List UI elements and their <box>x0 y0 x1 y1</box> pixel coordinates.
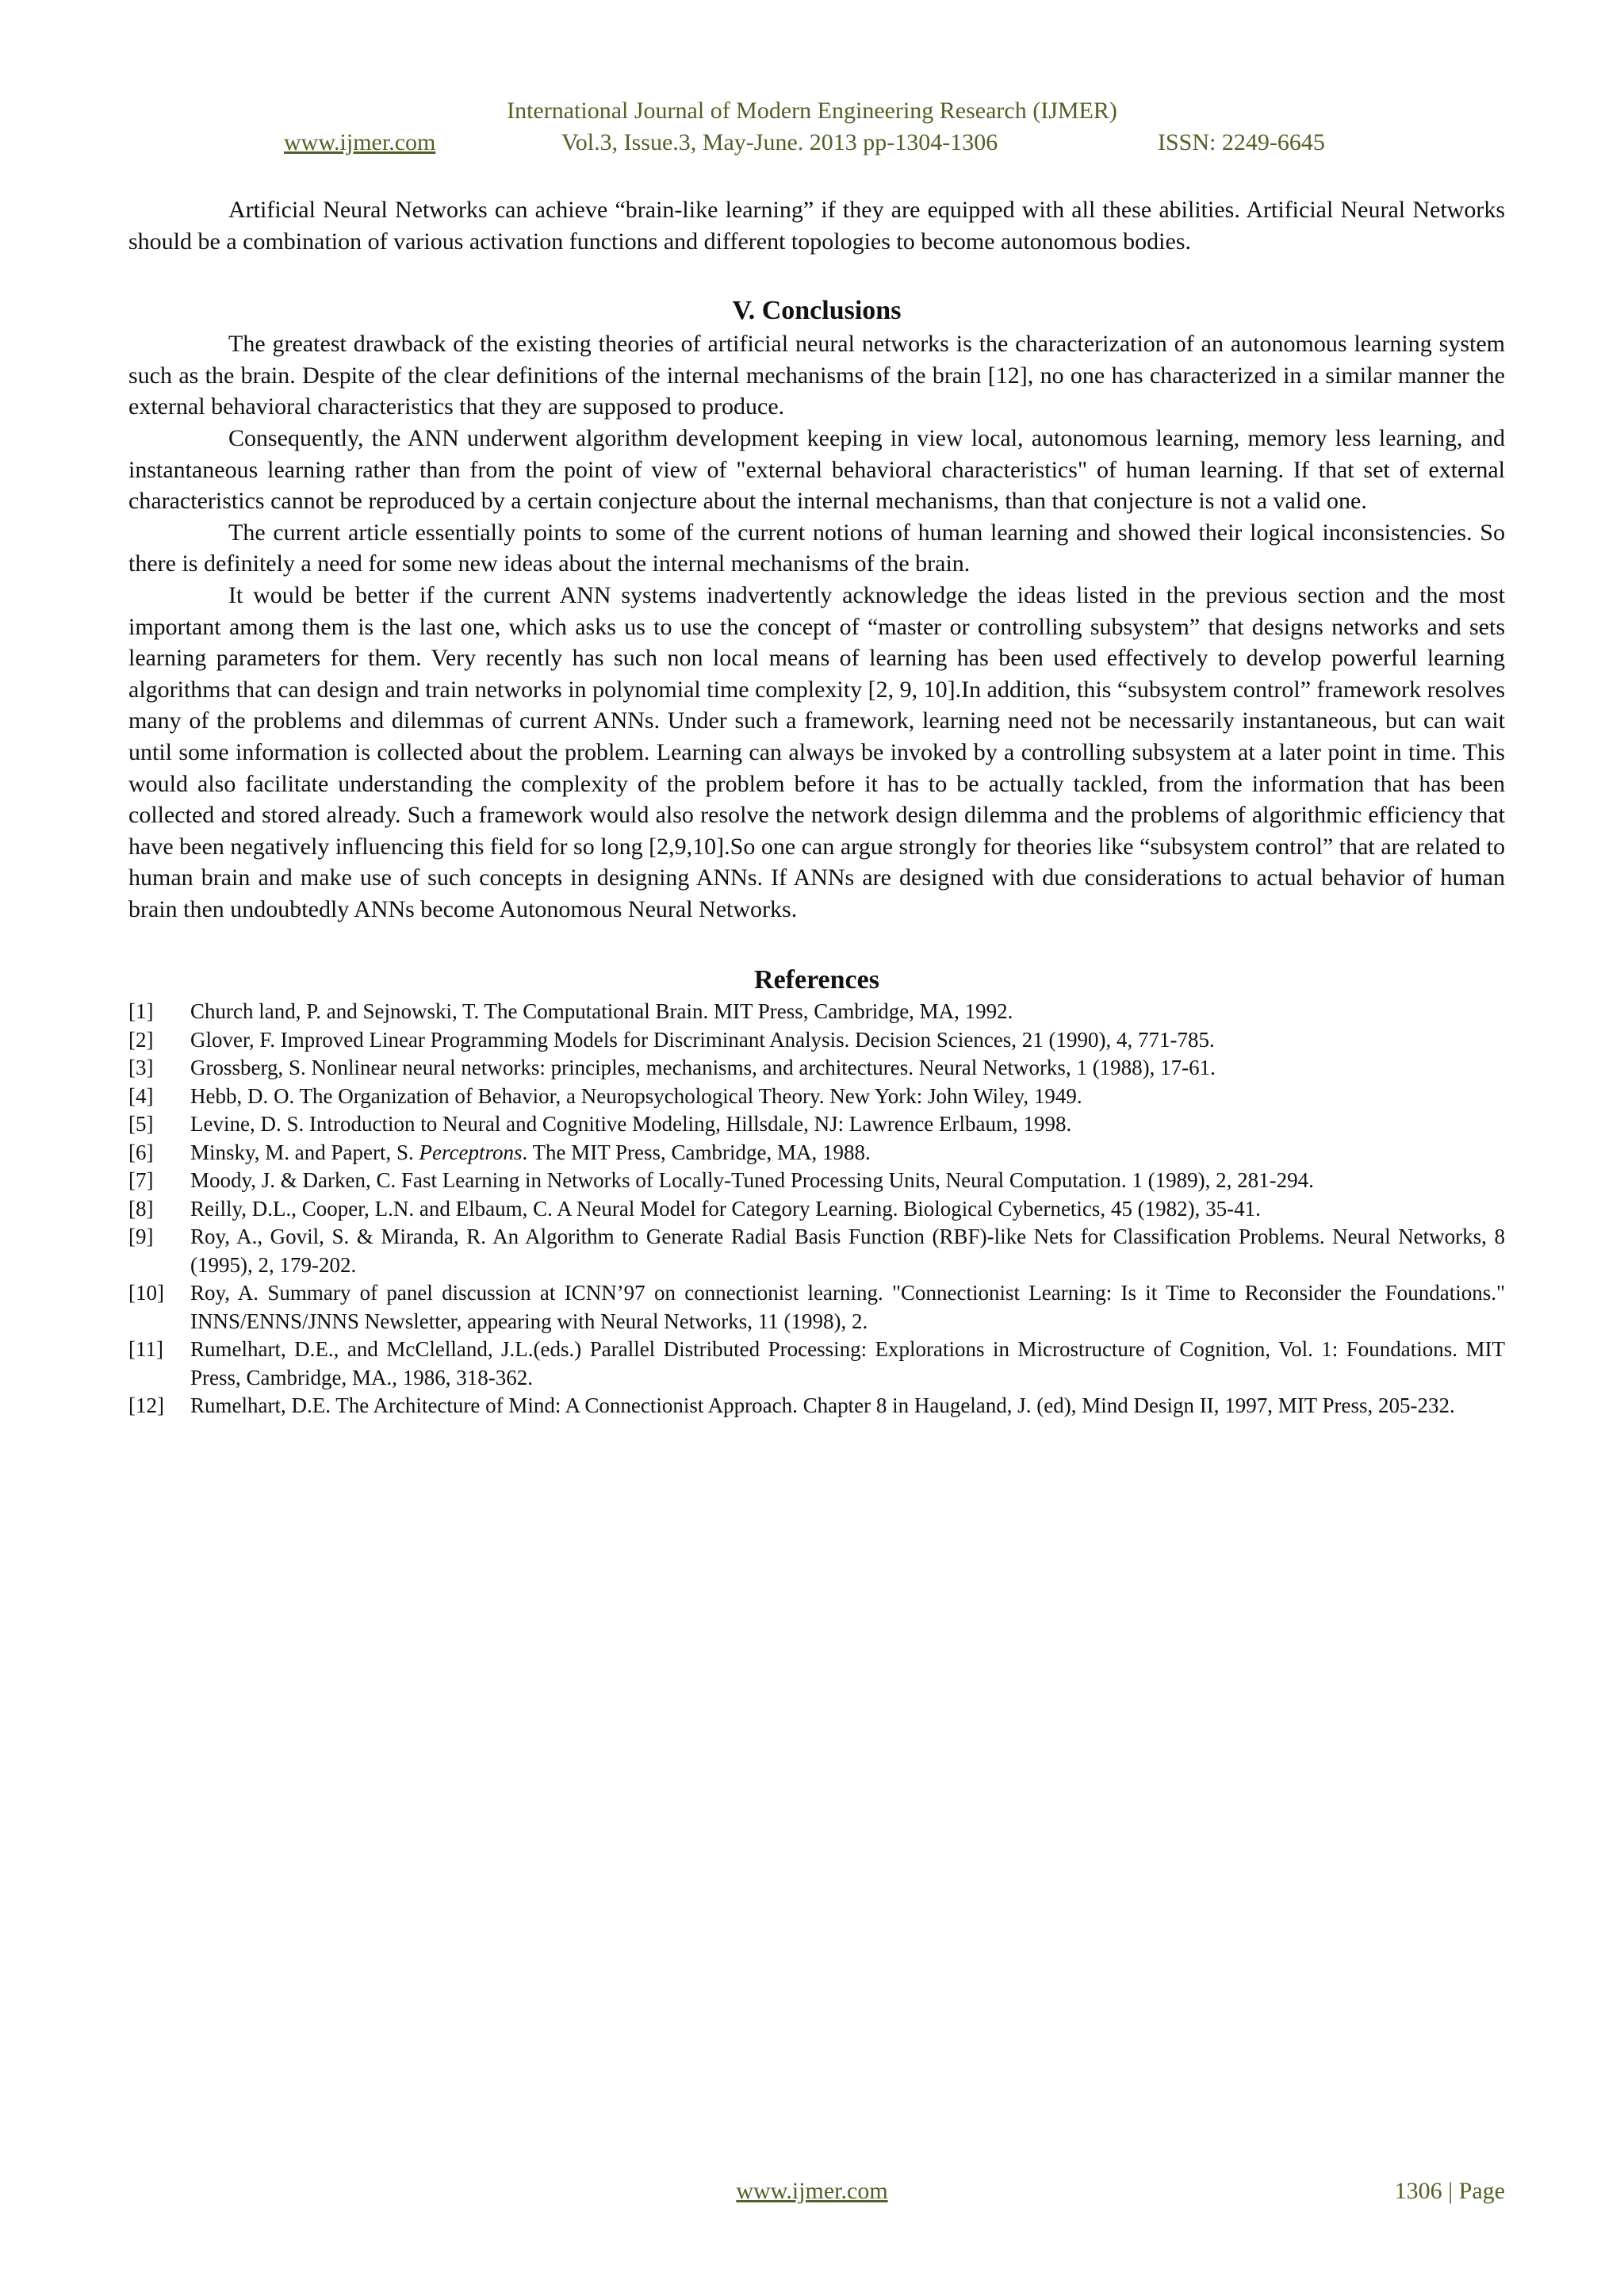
reference-number: [5] <box>128 1112 154 1137</box>
reference-number: [10] <box>128 1281 164 1305</box>
conclusions-paragraph: It would be better if the current ANN systems inadvertently acknowledge the ideas listed in the previous section and the most important among them is the last one, which asks us to use the concept of “master or controlling subsystem” that designs networks and sets learning parameters for them. Very recently has such non local means of learning has been used effectively to develop powerful learning algorithms that can design and train networks in polynomial time complexity [2, 9, 10].In addition, this “subsystem control” framework resolves many of the problems and dilemmas of current ANNs. Under such a framework, learning need not be necessarily instantaneous, but can wait until some information is collected about the problem. Learning can always be invoked by a controlling subsystem at a later point in time. This would also facilitate understanding the complexity of the problem before it has to be actually tackled, from the information that has been collected and stored already. Such a framework would also resolve the network design dilemma and the problems of algorithmic efficiency that have been negatively influencing this field for so long [2,9,10].So one can argue strongly for theories like “subsystem control” that are related to human brain and make use of such concepts in designing ANNs. If ANNs are designed with due considerations to actual behavior of human brain then undoubtedly ANNs become Autonomous Neural Networks. <box>128 581 1505 922</box>
reference-item <box>128 1195 1505 1224</box>
reference-text: Levine, D. S. Introduction to Neural and Cognitive Modeling, Hillsdale, NJ: Lawrence Erlbaum, 1998. <box>190 1112 1072 1137</box>
page-number: 1306 | Page <box>1394 2178 1505 2204</box>
page-header <box>0 97 1624 155</box>
reference-item <box>128 1223 1505 1279</box>
reference-text: Glover, F. Improved Linear Programming Models for Discriminant Analysis. Decision Sciences, 21 (1990), 4, 771-785. <box>190 1027 1215 1052</box>
intro-paragraph: Artificial Neural Networks can achieve “brain-like learning” if they are equipped with all these abilities. Artificial Neural Networks should be a combination of various activation functions and different topologies to become autonomous bodies. <box>128 197 1505 255</box>
reference-number: [12] <box>128 1393 164 1418</box>
reference-item <box>128 1167 1505 1195</box>
header-website-link[interactable]: www.ijmer.com <box>284 129 436 155</box>
conclusions-heading: V. Conclusions <box>732 296 902 326</box>
conclusions-paragraph: The current article essentially points to some of the current notions of human learning and showed their logical inconsistencies. So there is definitely a need for some new ideas about the internal mechanisms of the brain. <box>128 519 1505 577</box>
reference-number: [4] <box>128 1083 154 1108</box>
reference-item <box>128 1392 1505 1420</box>
reference-italic-title: Perceptrons <box>419 1140 523 1164</box>
header-meta-row <box>0 128 1624 157</box>
journal-title: International Journal of Modern Engineering Research (IJMER) <box>507 98 1117 124</box>
reference-number: [3] <box>128 1056 154 1080</box>
reference-text: Roy, A. Summary of panel discussion at ICNN’97 on connectionist learning. "Connectionist Learning: Is it Time to Reconsider the Foundations." INNS/ENNS/JNNS Newsletter, appearing with Neural Networks, 11 (1998), 2. <box>190 1281 1505 1333</box>
reference-text: Rumelhart, D.E. The Architecture of Mind: A Connectionist Approach. Chapter 8 in Haugeland, J. (ed), Mind Design II, 1997, MIT Press, 205-232. <box>190 1393 1455 1418</box>
reference-number: [7] <box>128 1168 154 1193</box>
conclusions-paragraph: Consequently, the ANN underwent algorithm development keeping in view local, autonomous learning, memory less learning, and instantaneous learning rather than from the point of view of "external behavioral characteristics" of human learning. If that set of external characteristics cannot be reproduced by a certain conjecture about the internal mechanisms, than that conjecture is not a valid one. <box>128 424 1505 515</box>
header-volume-info: Vol.3, Issue.3, May-June. 2013 pp-1304-1306 <box>561 129 998 155</box>
reference-item <box>128 1139 1505 1167</box>
reference-item <box>128 1083 1505 1111</box>
reference-text: Rumelhart, D.E., and McClelland, J.L.(eds.) Parallel Distributed Processing: Explorations in Microstructure of Cognition, Vol. 1: Foundations. MIT Press, Cambridge, MA., 1986, 318-362. <box>190 1337 1505 1389</box>
reference-item <box>128 1110 1505 1139</box>
reference-number: [6] <box>128 1140 154 1164</box>
reference-number: [8] <box>128 1196 154 1221</box>
reference-item <box>128 998 1505 1026</box>
references-heading: References <box>754 965 879 995</box>
reference-text: Church land, P. and Sejnowski, T. The Computational Brain. MIT Press, Cambridge, MA, 1992. <box>190 999 1013 1024</box>
reference-number: [1] <box>128 999 154 1024</box>
reference-item <box>128 1026 1505 1055</box>
references-list <box>128 998 1505 1420</box>
reference-item <box>128 1336 1505 1392</box>
reference-text: Hebb, D. O. The Organization of Behavior, a Neuropsychological Theory. New York: John Wiley, 1949. <box>190 1083 1082 1108</box>
reference-number: [2] <box>128 1027 154 1052</box>
reference-text: Reilly, D.L., Cooper, L.N. and Elbaum, C. A Neural Model for Category Learning. Biological Cybernetics, 45 (1982), 35-41. <box>190 1196 1261 1221</box>
reference-number: [11] <box>128 1337 163 1362</box>
footer-website-link[interactable]: www.ijmer.com <box>736 2178 888 2204</box>
reference-text-post: . The MIT Press, Cambridge, MA, 1988. <box>522 1140 871 1164</box>
article-body <box>128 194 1505 1420</box>
reference-text: Moody, J. & Darken, C. Fast Learning in Networks of Locally-Tuned Processing Units, Neural Computation. 1 (1989), 2, 281-294. <box>190 1168 1314 1193</box>
conclusions-paragraph: The greatest drawback of the existing theories of artificial neural networks is the characterization of an autonomous learning system such as the brain. Despite of the clear definitions of the internal mechanisms of the brain [12], no one has characterized in a similar manner the external behavioral characteristics that they are supposed to produce. <box>128 331 1505 420</box>
reference-number: [9] <box>128 1225 154 1249</box>
reference-text-pre: Minsky, M. and Papert, S. <box>190 1140 419 1164</box>
reference-text: Grossberg, S. Nonlinear neural networks: principles, mechanisms, and architectures. Neural Networks, 1 (1988), 17-61. <box>190 1056 1216 1080</box>
header-issn: ISSN: 2249-6645 <box>1158 129 1325 155</box>
reference-item <box>128 1054 1505 1083</box>
reference-text: Roy, A., Govil, S. & Miranda, R. An Algorithm to Generate Radial Basis Function (RBF)-like Nets for Classification Problems. Neural Networks, 8 (1995), 2, 179-202. <box>190 1225 1505 1277</box>
reference-item <box>128 1279 1505 1336</box>
